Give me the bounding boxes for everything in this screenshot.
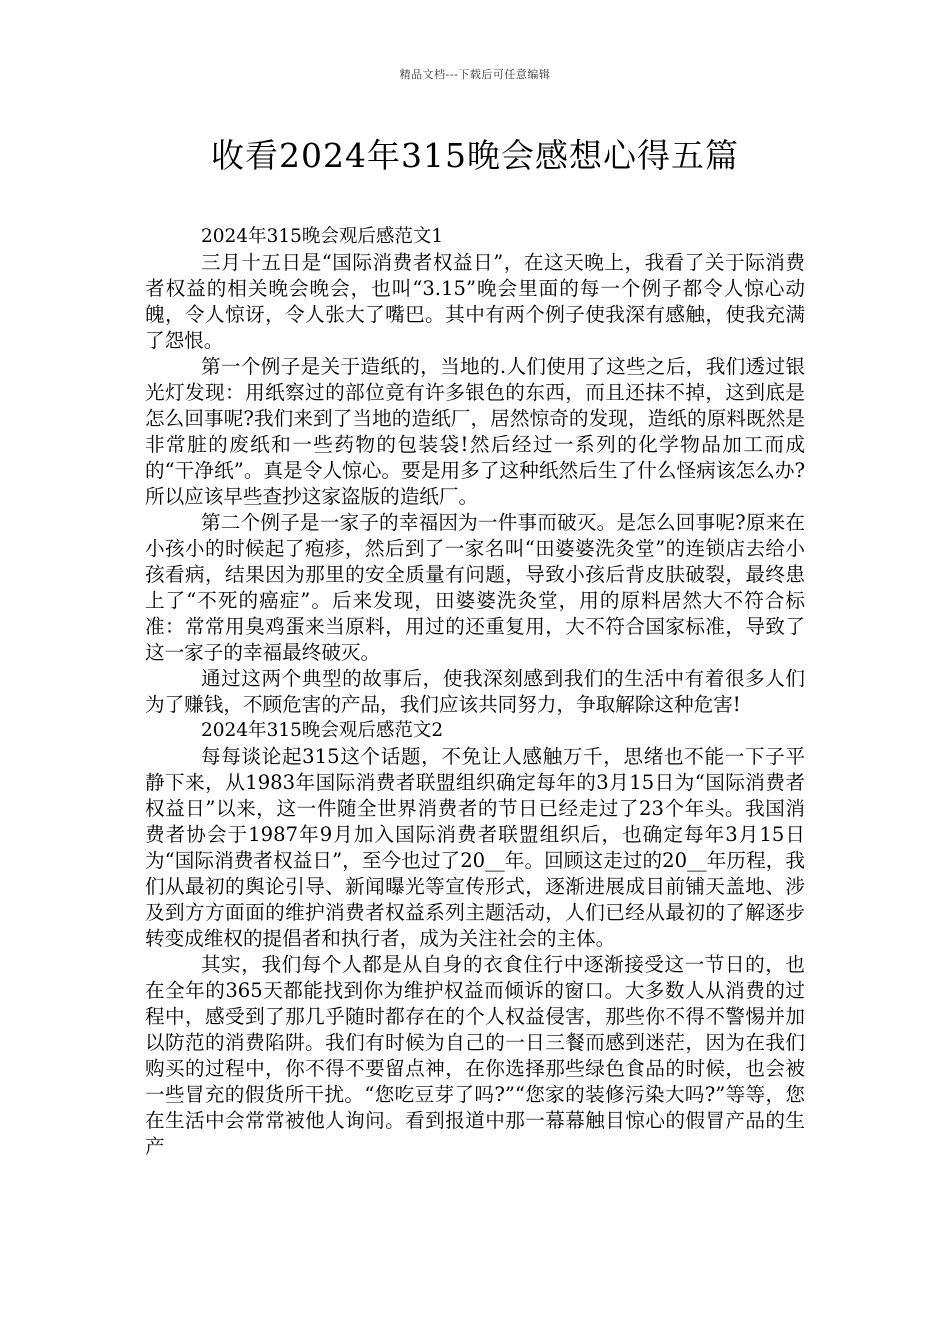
section-heading: 2024年315晚会观后感范文1 <box>201 226 444 247</box>
paragraph: 其实，我们每个人都是从自身的衣食住行中逐渐接受这一节日的，也在全年的365天都能找到你为维护权益而倾诉的窗口。大多数人从消费的过程中，感受到了那几乎随时都存在的个人权益侵害，那些你不得不警惕并加以防范的消费陷阱。我们有时候为自己的一日三餐而感到迷茫，因为在我们购买的过程中，你不得不要留点神，在你选择那些绿色食品的时候，也会被一些冒充的假货所干扰。“您吃豆芽了吗?”“您家的装修污染大吗?”等等，您在生活中会常常被他人询问。看到报道中那一幕幕触目惊心的假冒产品的生产 <box>145 953 805 1158</box>
document-title: 收看2024年315晚会感想心得五篇 <box>211 136 739 175</box>
section-heading: 2024年315晚会观后感范文2 <box>201 720 444 741</box>
header-note: 精品文档---下载后可任意编辑 <box>399 68 551 81</box>
paragraph: 第一个例子是关于造纸的，当地的.人们使用了这些之后，我们透过银光灯发现：用纸察过的部位竟有许多银色的东西，而且还抹不掉，这到底是怎么回事呢?我们来到了当地的造纸厂，居然惊奇的发现，造纸的原料既然是非常脏的废纸和一些药物的包装袋!然后经过一系列的化学物品加工而成的“干净纸”。真是令人惊心。要是用多了这种纸然后生了什么怪病该怎么办?所以应该早些查抄这家盗版的造纸厂。 <box>145 355 805 508</box>
paragraph: 通过这两个典型的故事后，使我深刻感到我们的生活中有着很多人们为了赚钱，不顾危害的产品，我们应该共同努力，争取解除这种危害! <box>145 667 805 716</box>
document-body <box>145 224 805 1160</box>
paragraph: 第二个例子是一家子的幸福因为一件事而破灭。是怎么回事呢?原来在小孩小的时候起了疱疹，然后到了一家名叫“田婆婆洗灸堂”的连锁店去给小孩看病，结果因为那里的安全质量有问题，导致小孩后背皮肤破裂，最终患上了“不死的癌症”。后来发现，田婆婆洗灸堂，用的原料居然大不符合标准：常常用臭鸡蛋来当原料，用过的还重复用，大不符合国家标准，导致了这一家子的幸福最终破灭。 <box>145 511 805 664</box>
paragraph: 三月十五日是“国际消费者权益日”，在这天晚上，我看了关于际消费者权益的相关晚会晚会，也叫“3.15”晚会里面的每一个例子都令人惊心动魄，令人惊讶，令人张大了嘴巴。其中有两个例子使我深有感触，使我充满了怨恨。 <box>145 251 805 352</box>
paragraph: 每每谈论起315这个话题，不免让人感触万千，思绪也不能一下子平静下来，从1983年国际消费者联盟组织确定每年的3月15日为“国际消费者权益日”以来，这一件随全世界消费者的节日已经走过了23个年头。我国消费者协会于1987年9月加入国际消费者联盟组织后，也确定每年3月15日为“国际消费者权益日”，至今也过了20__年。回顾这走过的20__年历程，我们从最初的舆论引导、新闻曝光等宣传形式，逐渐进展成目前铺天盖地、涉及到方方面面的维护消费者权益系列主题活动，人们已经从最初的了解逐步转变成维权的提倡者和执行者，成为关注社会的主体。 <box>145 745 805 950</box>
